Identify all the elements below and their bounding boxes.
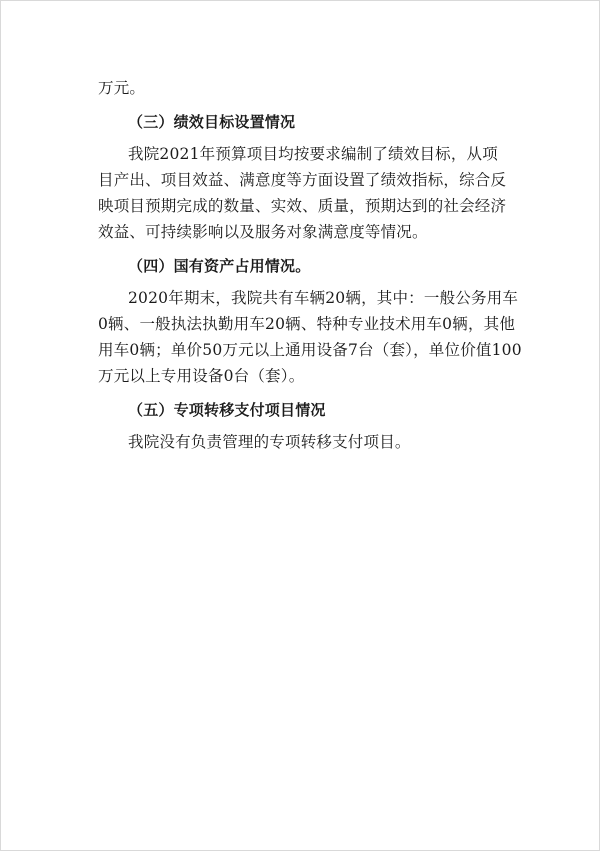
document-body xyxy=(98,75,522,455)
continuation-text: 万元。 xyxy=(98,79,146,97)
section-3-line-4: 效益、可持续影响以及服务对象满意度等情况。 xyxy=(98,223,428,241)
section-4-line-4: 万元以上专用设备0台（套）。 xyxy=(98,367,305,385)
section-4-line-1: 2020年期末，我院共有车辆20辆，其中：一般公务用车 xyxy=(128,289,519,307)
section-4-line-3: 用车0辆；单价50万元以上通用设备7台（套），单位价值100 xyxy=(98,341,522,359)
section-3-line-1: 我院2021年预算项目均按要求编制了绩效目标，从项 xyxy=(128,145,498,163)
section-4-line-2: 0辆、一般执法执勤用车20辆、特种专业技术用车0辆，其他 xyxy=(98,315,516,333)
section-3-line-3: 映项目预期完成的数量、实效、质量，预期达到的社会经济 xyxy=(98,197,507,215)
section-3-line-2: 目产出、项目效益、满意度等方面设置了绩效指标，综合反 xyxy=(98,171,507,189)
section-4-heading: （四）国有资产占用情况。 xyxy=(128,257,311,275)
section-5-heading: （五）专项转移支付项目情况 xyxy=(128,401,326,419)
section-3-heading: （三）绩效目标设置情况 xyxy=(128,113,296,131)
section-5-line-1: 我院没有负责管理的专项转移支付项目。 xyxy=(128,433,411,451)
